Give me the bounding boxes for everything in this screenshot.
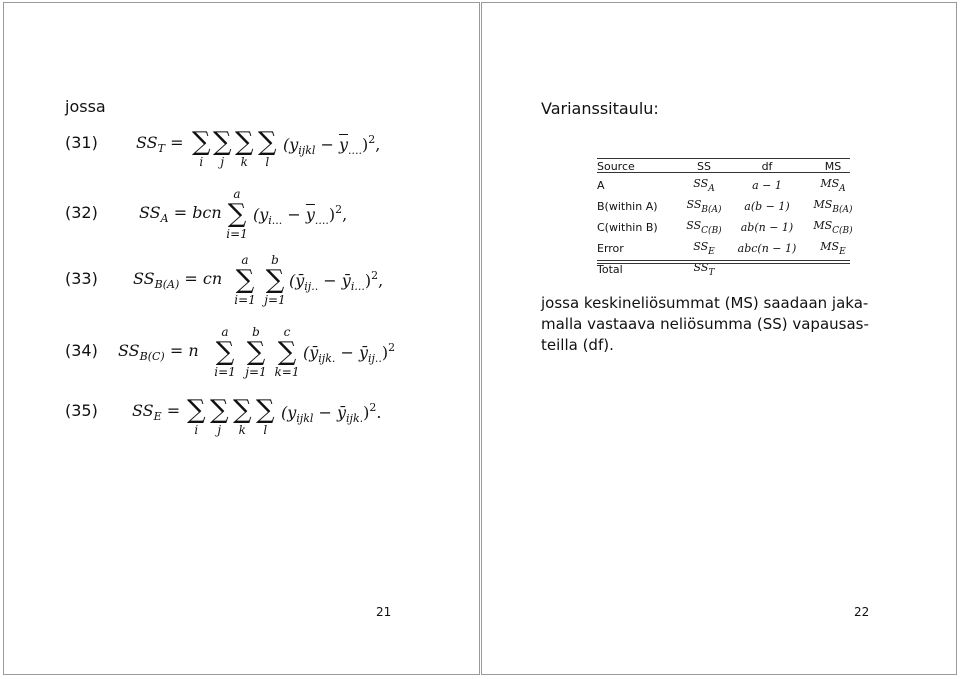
sum-operator: a ∑ i=1 [214,325,236,379]
sum-operator: c ∑ k=1 [274,325,300,379]
table-row [597,175,863,196]
sum-operator: a ∑ i=1 [234,253,256,307]
df-cell: abc(n − 1) [737,242,797,255]
ss-cell: $SS_{B(A)}$ [686,198,722,215]
df-cell: ab(n − 1) [740,221,794,234]
ss-cell: $SS_E$ [693,240,715,257]
sum-operator: ∑ j [210,395,229,437]
equation-number: (34) [65,341,98,360]
sum-operator: a ∑ i=1 [226,187,248,241]
paragraph-line: teilla (df). [541,336,614,354]
page-number: 22 [854,605,870,619]
table-row [597,238,863,259]
sum-operator: b ∑ j=1 [245,325,267,379]
sum-operator: ∑ i [192,127,211,169]
table-row [597,196,863,217]
equation-number: (31) [65,133,98,152]
ms-cell: $MS_A$ [820,177,846,194]
source-cell: B(within A) [597,200,658,213]
equation-35 [65,397,465,447]
equation-number: (32) [65,203,98,222]
df-cell: a(b − 1) [744,200,790,213]
paragraph-line: malla vastaava neliösumma (SS) vapausas- [541,315,869,333]
equation-body: $(y_{ijkl} - \overline{y}_{....})^2$, [283,133,381,157]
left-page [3,2,480,675]
column-header: Source [597,160,635,173]
ms-cell: $MS_{B(A)}$ [813,198,853,215]
equation-body: ($ȳ_{ijk.}$ − $ȳ_{ij..})^2$ [303,341,396,365]
equation-body: ($y_{ijkl}$ − $ȳ_{ijk.})^2$. [281,401,382,425]
equation-lhs: $SS_A$ = bcn [139,203,222,225]
ss-cell: $SS_T$ [693,261,715,278]
equation-lhs: $SS_E$ = [132,401,181,423]
column-header: MS [824,160,842,173]
table-bottom-rule [597,263,850,264]
equation-lhs: $SS_T$ = [136,133,184,155]
sum-operator: ∑ j [213,127,232,169]
equation-31 [65,129,465,179]
equation-number: (35) [65,401,98,420]
section-heading: Varianssitaulu: [541,99,659,118]
equation-34 [65,325,475,381]
sum-operator: ∑ k [233,395,252,437]
equation-33 [65,253,465,309]
sum-operator: ∑ l [256,395,275,437]
source-cell: Error [597,242,624,255]
source-cell: A [597,179,605,192]
column-header: df [761,160,773,173]
sum-operator: ∑ k [235,127,254,169]
source-cell: C(within B) [597,221,658,234]
equation-body: $(y_{i...} - \overline{y}_{....})^2$, [253,203,348,227]
equation-number: (33) [65,269,98,288]
ss-cell: $SS_{C(B)}$ [686,219,722,236]
equation-32 [65,187,465,243]
table-header-row [597,158,863,175]
anova-table [597,158,863,280]
column-header: SS [697,160,711,173]
sum-operator: ∑ i [187,395,206,437]
ms-cell: $MS_E$ [820,240,846,257]
ss-cell: $SS_A$ [693,177,715,194]
equation-body: ($ȳ_{ij..}$ − $ȳ_{i...})^2$, [289,269,384,293]
right-page [481,2,957,675]
explanation-paragraph [541,293,941,356]
table-bottom-rule [597,260,850,261]
table-row [597,217,863,238]
intro-word: jossa [65,97,106,116]
paragraph-line: jossa keskineliösummat (MS) saadaan jaka- [541,294,869,312]
sum-operator: b ∑ j=1 [264,253,286,307]
df-cell: a − 1 [752,179,782,192]
page-number: 21 [376,605,392,619]
ms-cell: $MS_{C(B)}$ [813,219,853,236]
equation-lhs: $SS_{B(A)}$ = cn [133,269,223,291]
equation-lhs: $SS_{B(C)} = n$ [118,341,199,363]
source-cell: Total [597,263,623,276]
sum-operator: ∑ l [258,127,277,169]
